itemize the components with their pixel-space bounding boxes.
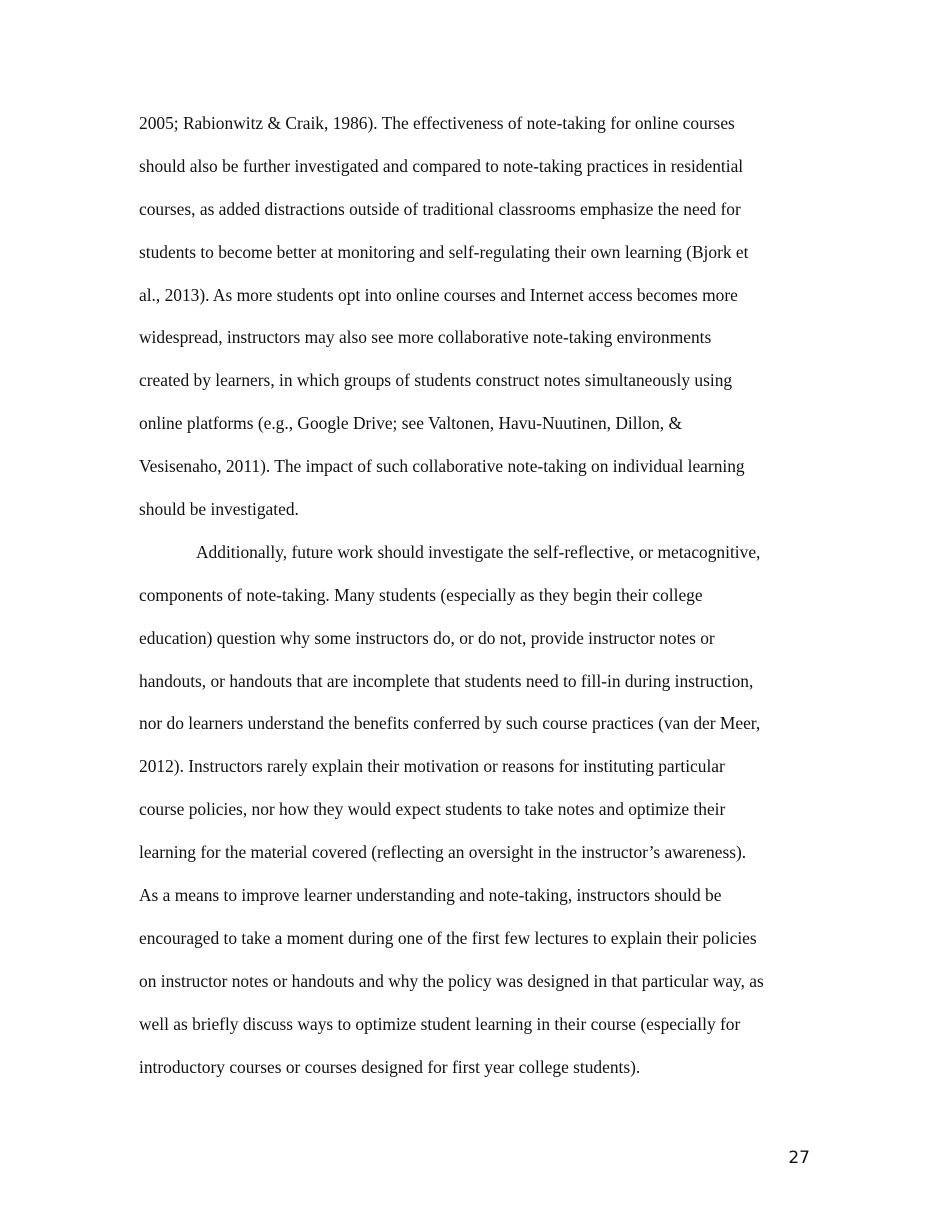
paragraph-line: handouts, or handouts that are incomplete that students need to fill-in during instruction,: [139, 670, 754, 691]
paragraph-line: As a means to improve learner understanding and note-taking, instructors should be: [139, 885, 722, 906]
paragraph-line: nor do learners understand the benefits conferred by such course practices (van der Meer,: [139, 713, 761, 734]
paragraph-line: courses, as added distractions outside of traditional classrooms emphasize the need for: [139, 198, 741, 219]
paragraph-line: should also be further investigated and compared to note-taking practices in residential: [139, 155, 744, 176]
paragraph-line: widespread, instructors may also see more collaborative note-taking environments: [139, 327, 712, 348]
paragraph-line: well as briefly discuss ways to optimize student learning in their course (especially for: [139, 1013, 741, 1034]
paragraph-line: al., 2013). As more students opt into online courses and Internet access becomes more: [139, 284, 738, 305]
paragraph-line: Vesisenaho, 2011). The impact of such collaborative note-taking on individual learning: [139, 456, 745, 477]
paragraph-line: should be investigated.: [139, 499, 299, 520]
paragraph-line: introductory courses or courses designed for first year college students).: [139, 1056, 641, 1077]
paragraph-line: students to become better at monitoring and self-regulating their own learning (Bjork et: [139, 241, 749, 262]
paragraph-line: 2005; Rabionwitz & Craik, 1986). The effectiveness of note-taking for online courses: [139, 113, 735, 133]
paragraph-line: education) question why some instructors do, or do not, provide instructor notes or: [139, 627, 715, 648]
paragraph-line: online platforms (e.g., Google Drive; see Valtonen, Havu-Nuutinen, Dillon, &: [139, 413, 683, 434]
paragraph-line: Additionally, future work should investigate the self-reflective, or metacognitive,: [196, 541, 761, 562]
paragraph-line: course policies, nor how they would expect students to take notes and optimize their: [139, 799, 726, 820]
paragraph-line: 2012). Instructors rarely explain their motivation or reasons for instituting particular: [139, 756, 725, 777]
body-text: [139, 102, 819, 1088]
paragraph-line: encouraged to take a moment during one of the first few lectures to explain their policies: [139, 927, 757, 948]
paragraph-line: learning for the material covered (reflecting an oversight in the instructor’s awareness).: [139, 842, 747, 863]
page-number: 27: [788, 1148, 810, 1168]
paragraph-line: on instructor notes or handouts and why the policy was designed in that particular way, as: [139, 970, 764, 991]
paragraph-line: created by learners, in which groups of students construct notes simultaneously using: [139, 370, 733, 391]
paragraph-2: [139, 531, 819, 1089]
paragraph-line: components of note-taking. Many students (especially as they begin their college: [139, 584, 703, 605]
paragraph-1: [139, 102, 819, 531]
